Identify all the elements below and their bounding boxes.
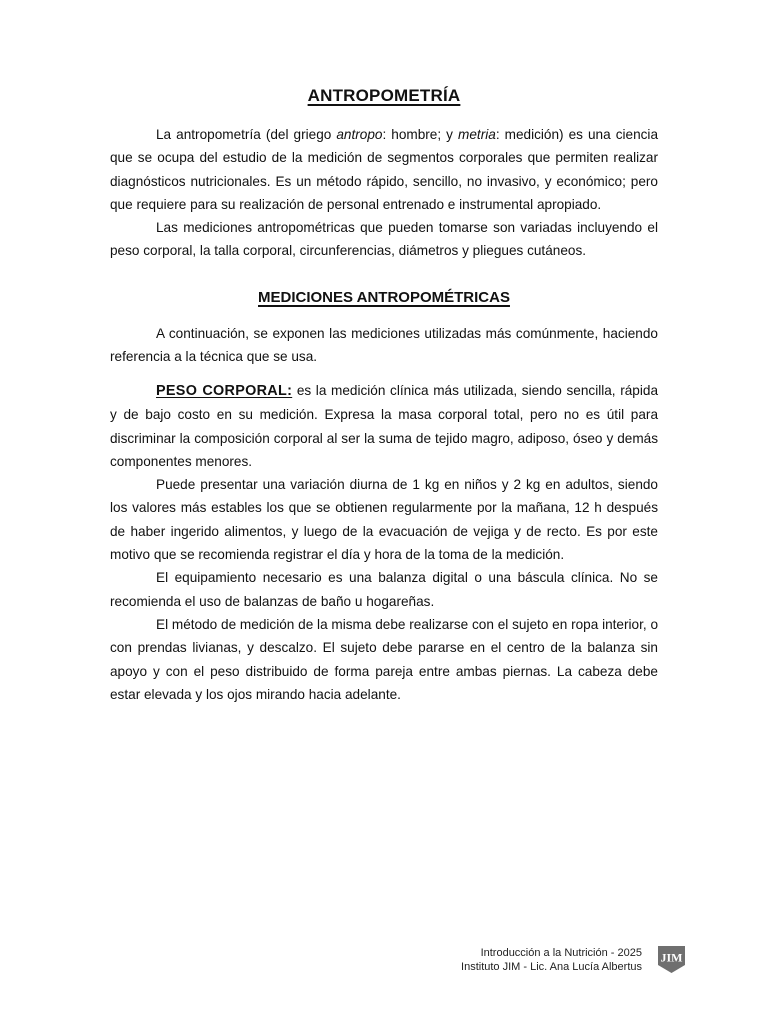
- footer-author-line: Instituto JIM - Lic. Ana Lucía Albertus: [461, 961, 642, 973]
- section-intro: [110, 322, 658, 369]
- term-antropo: antropo: [336, 127, 383, 142]
- intro-paragraph-2: Las mediciones antropométricas que pueden tomarse son variadas incluyendo el peso corporal, la talla corporal, circunferencias, diámetros y pliegues cutáneos.: [110, 220, 658, 259]
- intro-text-c: : medición) es una ciencia que se ocupa del estudio de la medición de segmentos corporales que permiten realizar diagnósticos nutricionales. Es un método rápido, sencillo, no invasivo, y económico; pero que requiere para su realización de personal entrenado e instrumental apropiado.: [110, 127, 659, 212]
- section-heading: MEDICIONES ANTROPOMÉTRICAS: [258, 289, 510, 306]
- intro-paragraph-1: [110, 123, 658, 216]
- peso-paragraph-1-text: es la medición clínica más utilizada, siendo sencilla, rápida y de bajo costo en su medición. Expresa la masa corporal total, pero no es útil para discriminar la composición corporal al ser la suma de tejido magro, adiposo, óseo y demás componentes menores.: [110, 383, 659, 469]
- section-intro-paragraph: A continuación, se exponen las mediciones utilizadas más comúnmente, haciendo referencia a la técnica que se usa.: [110, 326, 658, 365]
- intro-section: [110, 123, 658, 263]
- peso-paragraph-3: El equipamiento necesario es una balanza digital o una báscula clínica. No se recomienda el uso de balanzas de baño u hogareñas.: [110, 570, 658, 609]
- peso-corporal-lead: PESO CORPORAL:: [156, 383, 293, 399]
- peso-corporal-section: [110, 379, 658, 706]
- peso-paragraph-4: El método de medición de la misma debe realizarse con el sujeto en ropa interior, o con prendas livianas, y descalzo. El sujeto debe pararse en el centro de la balanza sin apoyo y con el peso distribuido de forma pareja entre ambas piernas. La cabeza debe estar elevada y los ojos mirando hacia adelante.: [110, 616, 658, 702]
- jim-logo-icon: [657, 945, 686, 974]
- jim-logo: [657, 945, 686, 974]
- intro-text-b: : hombre; y: [382, 127, 459, 142]
- peso-paragraph-2: Puede presentar una variación diurna de 1 kg en niños y 2 kg en adultos, siendo los valores más estables los que se obtienen regularmente por la mañana, 12 h después de haber ingerido alimentos, y luego de la evacuación de vejiga y de recto. Es por este motivo que se recomienda registrar el día y hora de la toma de la medición.: [110, 477, 658, 563]
- term-metria: metria: [458, 127, 496, 142]
- page-title: ANTROPOMETRÍA: [307, 86, 461, 105]
- footer-course-line: Introducción a la Nutrición - 2025: [480, 947, 642, 959]
- jim-logo-text: JIM: [660, 950, 683, 965]
- page-footer: [461, 946, 642, 974]
- peso-paragraph-1: [110, 379, 658, 473]
- intro-text-a: La antropometría (del griego: [156, 127, 337, 142]
